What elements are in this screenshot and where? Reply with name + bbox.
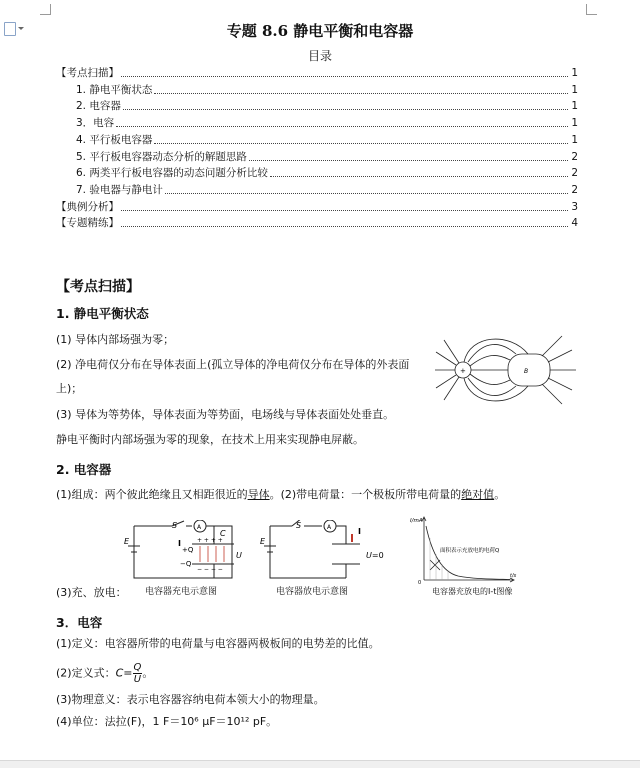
paragraph-formula xyxy=(56,662,153,685)
svg-text:S: S xyxy=(296,521,302,530)
svg-text:E: E xyxy=(124,537,130,546)
figure-caption-charging: 电容器充电示意图 xyxy=(145,587,218,597)
heading-electrostatic-equilibrium: 1. 静电平衡状态 xyxy=(56,306,149,321)
toc-entry[interactable] xyxy=(56,200,578,215)
paragraph: (4)单位：法拉(F)，1 F＝10⁶ μF＝10¹² pF。 xyxy=(56,715,278,728)
toc-leader-dots xyxy=(121,66,568,77)
toc-entry[interactable] xyxy=(56,183,578,198)
toc-entry-page: 1 xyxy=(571,100,578,113)
toc-entry[interactable] xyxy=(56,216,578,231)
toc-entry[interactable] xyxy=(56,150,578,165)
paragraph: (2) 净电荷仅分布在导体表面上(孤立导体的净电荷仅分布在导体的外表面 xyxy=(56,358,410,371)
paragraph: (1) 导体内部场强为零； xyxy=(56,333,175,346)
document-title: 专题 8.6 静电平衡和电容器 xyxy=(226,22,414,40)
section-title: 【考点扫描】 xyxy=(56,279,140,295)
heading-capacitance: 3．电容 xyxy=(56,615,103,630)
paragraph: 上)； xyxy=(56,382,83,395)
paragraph-capacitor-composition xyxy=(56,487,505,503)
underlined-term: 导体 xyxy=(247,488,270,501)
toc-entry[interactable] xyxy=(56,83,578,98)
toc-entry-page: 1 xyxy=(571,67,578,79)
crop-mark-top-left xyxy=(40,4,51,15)
text: 。 xyxy=(142,666,154,680)
svg-text:A: A xyxy=(197,524,202,531)
paragraph: (1)定义：电容器所带的电荷量与电容器两极板间的电势差的比值。 xyxy=(56,637,380,650)
crop-mark-top-right xyxy=(586,4,597,15)
paragraph: (3)物理意义：表示电容器容纳电荷本领大小的物理量。 xyxy=(56,693,325,706)
svg-text:U: U xyxy=(236,551,242,560)
svg-text:−Q: −Q xyxy=(180,560,192,568)
toc-leader-dots xyxy=(116,116,568,127)
electric-field-figure xyxy=(430,330,580,410)
graph-area-label: 面积表示充放电的电荷Q xyxy=(440,548,500,554)
svg-text:I: I xyxy=(358,527,361,536)
toc-entry-page: 2 xyxy=(571,183,578,196)
formula-denominator: U xyxy=(133,674,142,685)
toc-entry-page: 1 xyxy=(571,117,578,130)
toc-leader-dots xyxy=(121,216,568,227)
svg-text:B: B xyxy=(524,368,529,375)
toc-leader-dots xyxy=(154,83,568,94)
svg-text:0: 0 xyxy=(418,580,422,586)
svg-text:E: E xyxy=(260,537,266,546)
svg-text:I/mA: I/mA xyxy=(410,518,423,524)
toc-entry-page: 3 xyxy=(571,200,578,213)
toc-leader-dots xyxy=(121,200,568,211)
svg-text:A: A xyxy=(327,524,332,531)
svg-text:U=0: U=0 xyxy=(366,551,384,560)
text: 。 xyxy=(494,488,506,501)
toc-entry-label: 【考点扫描】 xyxy=(56,67,119,79)
toc-leader-dots xyxy=(123,99,568,110)
formula-lhs: C= xyxy=(115,666,133,680)
svg-text:+: + xyxy=(460,367,466,375)
paragraph: (3)充、放电： xyxy=(56,586,127,599)
figure-caption-discharging: 电容器放电示意图 xyxy=(276,587,349,597)
toc-entry[interactable] xyxy=(56,133,578,148)
svg-text:− − − −: − − − − xyxy=(197,566,223,573)
underlined-term: 绝对值 xyxy=(461,488,495,501)
toc-entry-page: 2 xyxy=(571,167,578,180)
toc-entry-label: 6. 两类平行板电容器的动态问题分析比较 xyxy=(76,167,268,180)
toc-entry-label: 4. 平行板电容器 xyxy=(76,133,153,146)
toc-entry-page: 1 xyxy=(571,83,578,96)
toc-entry[interactable] xyxy=(56,99,578,114)
heading-capacitor: 2. 电容器 xyxy=(56,462,112,477)
toc-entry-page: 4 xyxy=(571,217,578,230)
toc-heading: 目录 xyxy=(307,49,332,63)
toc-entry-page: 2 xyxy=(571,150,578,163)
toc-entry-label: 2. 电容器 xyxy=(76,100,121,113)
formula-numerator: Q xyxy=(133,662,142,673)
toc-leader-dots xyxy=(165,183,568,194)
toc-entry-label: 1. 静电平衡状态 xyxy=(76,83,153,96)
paragraph: 静电平衡时内部场强为零的现象，在技术上用来实现静电屏蔽。 xyxy=(56,433,364,446)
svg-text:+ + + +: + + + + xyxy=(197,537,223,544)
toc-entry-page: 1 xyxy=(571,133,578,146)
toc-entry-label: 7. 验电器与静电计 xyxy=(76,183,163,196)
figure-caption-graph: 电容器充放电的I-t图像 xyxy=(432,587,513,596)
toc-entry-label: 3．电容 xyxy=(76,117,115,130)
svg-text:t/s: t/s xyxy=(510,573,517,579)
charging-circuit-figure xyxy=(122,520,252,582)
paragraph: (3) 导体为等势体，导体表面为等势面，电场线与导体表面处处垂直。 xyxy=(56,408,395,421)
toc-leader-dots xyxy=(249,150,568,161)
text: (1)组成：两个彼此绝缘且又相距很近的 xyxy=(56,488,248,501)
svg-text:+Q: +Q xyxy=(182,546,194,554)
current-time-graph xyxy=(410,514,520,586)
toc-entry-label: 【典例分析】 xyxy=(56,200,119,213)
discharging-circuit-figure xyxy=(258,520,393,582)
toc-entry[interactable] xyxy=(56,66,578,81)
svg-text:C: C xyxy=(220,529,226,538)
formula-fraction xyxy=(133,662,143,685)
toc-entry[interactable] xyxy=(56,166,578,181)
toc-leader-dots xyxy=(154,133,568,144)
toc-entry[interactable] xyxy=(56,116,578,131)
text: (2)定义式： xyxy=(56,666,116,680)
svg-text:S: S xyxy=(172,521,178,530)
text: 。(2)带电荷量：一个极板所带电荷量的 xyxy=(269,488,462,501)
toc-entry-label: 【专题精练】 xyxy=(56,217,119,230)
toc-entry-label: 5. 平行板电容器动态分析的解题思路 xyxy=(76,150,247,163)
toc-leader-dots xyxy=(270,166,568,177)
svg-text:I: I xyxy=(178,539,181,548)
